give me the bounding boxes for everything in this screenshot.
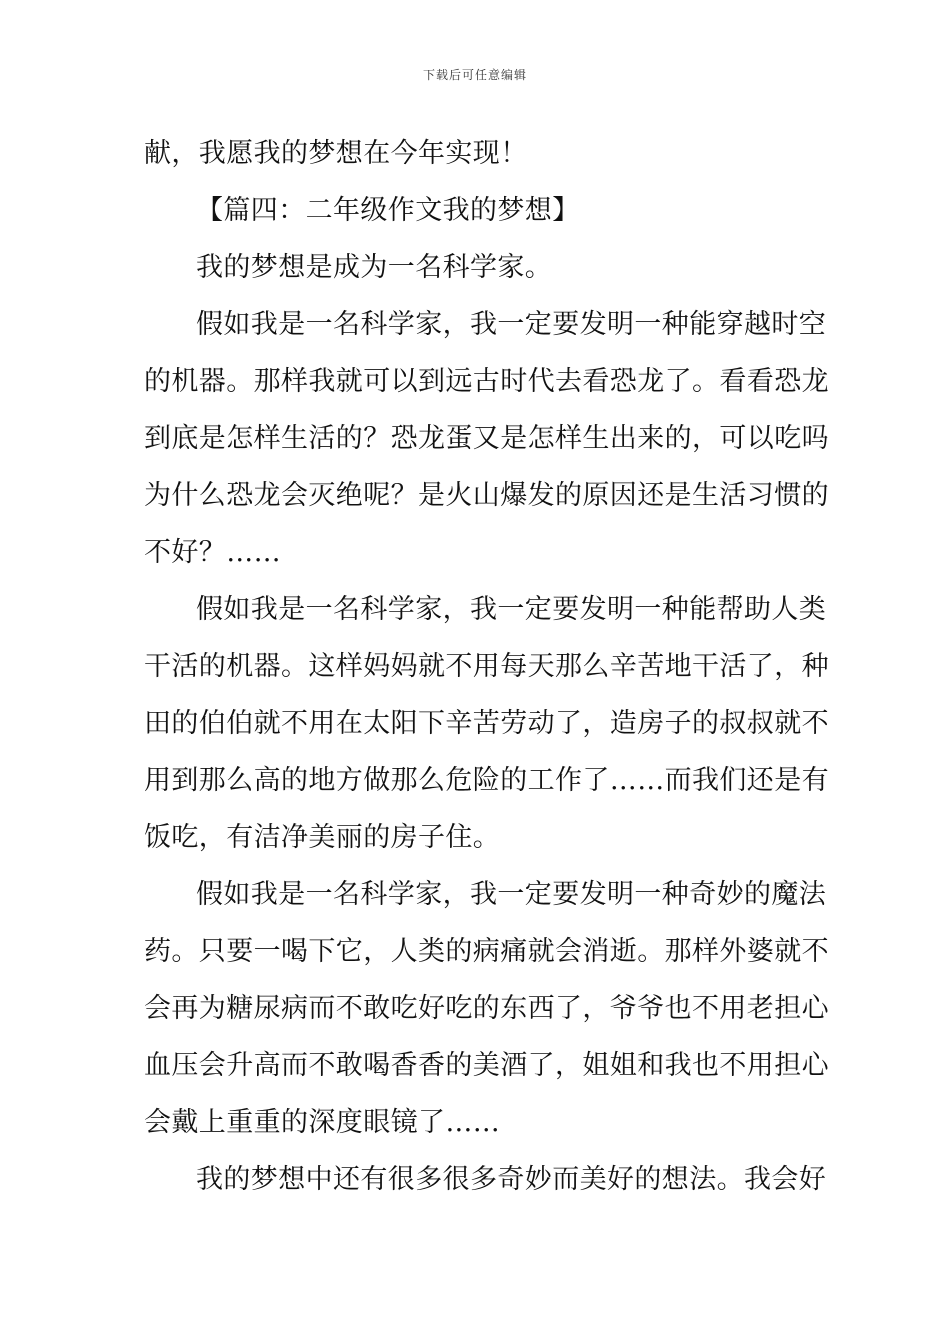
text-line: 用到那么高的地方做那么危险的工作了……而我们还是有 [144, 765, 829, 796]
text-line: 血压会升高而不敢喝香香的美酒了，姐姐和我也不用担心 [144, 1050, 829, 1081]
text-line: 为什么恐龙会灭绝呢？是火山爆发的原因还是生活习惯的 [144, 480, 829, 511]
text-line: 我的梦想中还有很多很多奇妙而美好的想法。我会好 [196, 1164, 827, 1195]
text-line: 会戴上重重的深度眼镜了…… [144, 1107, 501, 1138]
text-line: 献，我愿我的梦想在今年实现！ [144, 138, 528, 169]
text-line: 田的伯伯就不用在太阳下辛苦劳动了，造房子的叔叔就不 [144, 708, 829, 739]
text-line: 药。只要一喝下它，人类的病痛就会消逝。那样外婆就不 [144, 936, 829, 967]
document-body [144, 125, 829, 1208]
text-line: 饭吃，有洁净美丽的房子住。 [144, 822, 501, 853]
text-line: 会再为糖尿病而不敢吃好吃的东西了，爷爷也不用老担心 [144, 993, 829, 1024]
page-header: 下载后可任意编辑 [422, 68, 527, 82]
text-line: 到底是怎样生活的？恐龙蛋又是怎样生出来的，可以吃吗 [144, 423, 829, 454]
section-heading: 【篇四：二年级作文我的梦想】 [196, 195, 580, 226]
text-line: 假如我是一名科学家，我一定要发明一种能穿越时空 [196, 309, 827, 340]
text-line: 假如我是一名科学家，我一定要发明一种能帮助人类 [196, 594, 827, 625]
text-line: 的机器。那样我就可以到远古时代去看恐龙了。看看恐龙 [144, 366, 829, 397]
text-line: 不好？…… [144, 537, 281, 568]
text-line: 假如我是一名科学家，我一定要发明一种奇妙的魔法 [196, 879, 827, 910]
text-line: 干活的机器。这样妈妈就不用每天那么辛苦地干活了，种 [144, 651, 829, 682]
text-line: 我的梦想是成为一名科学家。 [196, 252, 553, 283]
